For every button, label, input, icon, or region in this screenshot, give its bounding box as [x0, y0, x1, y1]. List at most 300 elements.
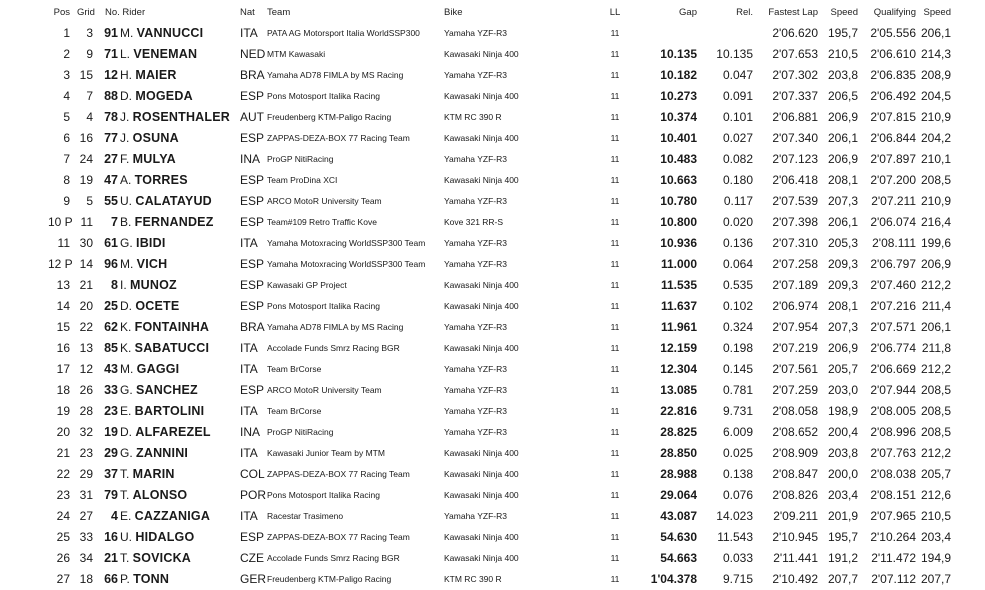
cell-no: 21	[104, 551, 118, 565]
cell-ll: 11	[610, 259, 620, 269]
cell-gap: 54.663	[660, 551, 697, 565]
cell-pos: 15	[56, 320, 70, 334]
cell-bike: Kove 321 RR-S	[444, 217, 504, 227]
cell-fl: 2'07.259	[772, 383, 818, 397]
header-fastest-lap: Fastest Lap	[768, 7, 818, 18]
rider-surname: SANCHEZ	[136, 383, 198, 397]
rider-initial: L.	[120, 47, 134, 61]
cell-fl: 2'07.954	[772, 320, 818, 334]
cell-team: Pons Motosport Italika Racing	[267, 301, 380, 311]
rider-initial: D.	[120, 299, 136, 313]
cell-team: Freudenberg KTM-Paligo Racing	[267, 574, 392, 584]
cell-nat: ITA	[240, 404, 258, 418]
cell-no: 25	[104, 299, 118, 313]
cell-rider	[120, 86, 238, 107]
cell-no: 55	[104, 194, 118, 208]
rider-initial: T.	[120, 467, 133, 481]
cell-bike: Kawasaki Ninja 400	[444, 448, 519, 458]
rider-surname: MARIN	[132, 467, 175, 481]
cell-team: Team BrCorse	[267, 364, 322, 374]
cell-q: 2'06.844	[870, 131, 916, 145]
cell-gap: 12.304	[660, 362, 697, 376]
cell-sp: 205,7	[827, 362, 858, 376]
cell-bike: Kawasaki Ninja 400	[444, 343, 519, 353]
cell-rider	[120, 107, 238, 128]
cell-ll: 11	[610, 553, 620, 563]
table-row	[0, 275, 985, 296]
cell-grid: 24	[79, 152, 93, 166]
cell-pos: 23	[56, 488, 70, 502]
rider-surname: TONN	[133, 572, 170, 586]
cell-rel: 0.101	[722, 110, 753, 124]
table-row	[0, 254, 985, 275]
table-row	[0, 191, 985, 212]
cell-rel: 9.731	[722, 404, 753, 418]
header-ll: LL	[609, 7, 621, 18]
cell-sp: 203,8	[827, 68, 858, 82]
cell-ll: 11	[610, 301, 620, 311]
cell-rel: 0.145	[722, 362, 753, 376]
cell-pos: 19	[56, 404, 70, 418]
cell-pos: 8	[63, 173, 70, 187]
cell-rider	[120, 65, 238, 86]
cell-gap: 13.085	[660, 383, 697, 397]
cell-team: Accolade Funds Smrz Racing BGR	[267, 553, 400, 563]
header-team: Team	[267, 7, 291, 18]
cell-ll: 11	[610, 49, 620, 59]
cell-nat: NED	[240, 47, 266, 61]
cell-grid: 18	[79, 572, 93, 586]
cell-q: 2'07.897	[870, 152, 916, 166]
cell-nat: POR	[240, 488, 267, 502]
cell-sp: 208,1	[827, 173, 858, 187]
cell-bike: Yamaha YZF-R3	[444, 259, 507, 269]
table-row	[0, 170, 985, 191]
cell-qs: 206,1	[920, 320, 951, 334]
cell-qs: 206,1	[920, 26, 951, 40]
cell-qs: 194,9	[920, 551, 951, 565]
cell-sp: 200,0	[827, 467, 858, 481]
cell-rider	[120, 527, 238, 548]
cell-bike: Kawasaki Ninja 400	[444, 91, 519, 101]
cell-bike: Yamaha YZF-R3	[444, 511, 507, 521]
cell-pos: 11	[57, 236, 70, 250]
cell-sp: 203,0	[827, 383, 858, 397]
cell-grid: 12	[79, 362, 93, 376]
cell-fl: 2'06.418	[772, 173, 818, 187]
cell-gap: 10.182	[660, 68, 697, 82]
cell-ll: 11	[610, 343, 620, 353]
rider-initial: D.	[120, 89, 136, 103]
rider-initial: J.	[120, 131, 133, 145]
cell-q: 2'08.038	[870, 467, 916, 481]
cell-qs: 211,8	[921, 341, 951, 355]
cell-bike: Kawasaki Ninja 400	[444, 301, 519, 311]
cell-no: 61	[104, 236, 118, 250]
cell-gap: 54.630	[660, 530, 697, 544]
cell-ll: 11	[610, 511, 620, 521]
table-row	[0, 548, 985, 569]
cell-pos: 14	[56, 299, 70, 313]
cell-fl: 2'09.211	[773, 509, 818, 523]
cell-sp: 203,4	[827, 488, 858, 502]
rider-initial: T.	[120, 488, 133, 502]
cell-gap: 43.087	[660, 509, 697, 523]
cell-rider	[120, 254, 238, 275]
rider-surname: CALATAYUD	[135, 194, 212, 208]
cell-rel: 0.324	[722, 320, 753, 334]
cell-fl: 2'07.123	[772, 152, 818, 166]
cell-rider	[120, 401, 238, 422]
cell-qs: 210,5	[920, 509, 951, 523]
rider-initial: E.	[120, 509, 135, 523]
cell-grid: 29	[79, 467, 93, 481]
cell-pos: 27	[56, 572, 70, 586]
cell-rel: 0.025	[722, 446, 753, 460]
cell-sp: 207,7	[827, 572, 858, 586]
cell-q: 2'06.835	[870, 68, 916, 82]
rider-surname: VICH	[136, 257, 168, 271]
cell-rel: 9.715	[722, 572, 753, 586]
rider-initial: G.	[120, 446, 137, 460]
cell-grid: 20	[79, 299, 93, 313]
cell-team: ProGP NitiRacing	[267, 427, 334, 437]
cell-grid: 14	[79, 257, 93, 271]
cell-grid: 11	[80, 215, 93, 229]
cell-q: 2'07.571	[870, 320, 916, 334]
cell-rel: 6.009	[722, 425, 753, 439]
cell-rel: 0.117	[723, 194, 753, 208]
cell-rider	[120, 380, 238, 401]
cell-team: Freudenberg KTM-Paligo Racing	[267, 112, 392, 122]
cell-fl: 2'07.189	[772, 278, 818, 292]
cell-gap: 11.961	[660, 320, 697, 334]
cell-fl: 2'08.909	[772, 446, 818, 460]
rider-surname: SABATUCCI	[134, 341, 210, 355]
cell-nat: AUT	[240, 110, 264, 124]
cell-rel: 0.033	[722, 551, 753, 565]
cell-sp: 206,9	[827, 110, 858, 124]
cell-sp: 207,3	[827, 320, 858, 334]
cell-gap: 10.663	[660, 173, 697, 187]
cell-nat: ESP	[240, 278, 265, 292]
cell-rider	[120, 170, 238, 191]
cell-rider	[120, 359, 238, 380]
cell-grid: 4	[86, 110, 93, 124]
cell-q: 2'07.112	[871, 572, 916, 586]
cell-fl: 2'07.653	[772, 47, 818, 61]
cell-no: 19	[104, 425, 118, 439]
cell-grid: 13	[79, 341, 93, 355]
cell-nat: INA	[240, 152, 261, 166]
cell-fl: 2'10.492	[772, 572, 818, 586]
cell-gap: 10.135	[660, 47, 697, 61]
cell-bike: Yamaha YZF-R3	[444, 196, 507, 206]
cell-rider	[120, 128, 238, 149]
cell-rel: 0.082	[722, 152, 753, 166]
cell-nat: ESP	[240, 299, 265, 313]
rider-initial: H.	[120, 68, 136, 82]
cell-sp: 206,9	[827, 341, 858, 355]
cell-bike: Yamaha YZF-R3	[444, 427, 507, 437]
cell-gap: 1'04.378	[650, 572, 697, 586]
cell-ll: 11	[610, 385, 620, 395]
cell-no: 12	[104, 68, 118, 82]
rider-surname: SOVICKA	[132, 551, 192, 565]
cell-rel: 0.027	[722, 131, 753, 145]
header-bike: Bike	[444, 7, 463, 18]
cell-nat: ESP	[240, 530, 265, 544]
cell-qs: 210,9	[920, 194, 951, 208]
cell-bike: Yamaha YZF-R3	[444, 70, 507, 80]
cell-pos: 4	[63, 89, 70, 103]
cell-nat: ESP	[240, 89, 265, 103]
cell-ll: 11	[610, 406, 620, 416]
cell-sp: 210,5	[827, 47, 858, 61]
cell-gap: 28.988	[660, 467, 697, 481]
cell-fl: 2'07.302	[772, 68, 818, 82]
cell-fl: 2'07.398	[772, 215, 818, 229]
rider-surname: MUNOZ	[130, 278, 177, 292]
cell-rider	[120, 44, 238, 65]
header-pos: Pos	[53, 7, 70, 18]
cell-q: 2'06.774	[870, 341, 916, 355]
cell-nat: ESP	[240, 383, 265, 397]
table-row	[0, 107, 985, 128]
cell-sp: 195,7	[827, 26, 858, 40]
cell-sp: 191,2	[827, 551, 858, 565]
cell-team: Yamaha AD78 FIMLA by MS Racing	[267, 70, 404, 80]
cell-q: 2'05.556	[870, 26, 916, 40]
cell-grid: 31	[79, 488, 93, 502]
cell-rel: 11.543	[717, 530, 753, 544]
cell-pos: 2	[63, 47, 70, 61]
rider-initial: F.	[120, 152, 133, 166]
cell-grid: 5	[86, 194, 93, 208]
cell-q: 2'08.005	[870, 404, 916, 418]
cell-fl: 2'07.561	[772, 362, 818, 376]
cell-gap: 10.800	[660, 215, 697, 229]
cell-rel: 0.076	[722, 488, 753, 502]
cell-grid: 26	[79, 383, 93, 397]
cell-rel: 14.023	[716, 509, 753, 523]
table-row	[0, 44, 985, 65]
cell-no: 16	[104, 530, 118, 544]
cell-grid: 28	[79, 404, 93, 418]
cell-qs: 206,9	[920, 257, 951, 271]
cell-rider	[120, 233, 238, 254]
cell-gap: 29.064	[660, 488, 697, 502]
cell-pos: 3	[63, 68, 70, 82]
rider-initial: T.	[120, 551, 133, 565]
cell-bike: Kawasaki Ninja 400	[444, 490, 519, 500]
cell-team: Kawasaki GP Project	[267, 280, 347, 290]
cell-grid: 3	[86, 26, 93, 40]
cell-ll: 11	[610, 490, 620, 500]
cell-ll: 11	[610, 133, 620, 143]
rider-surname: OCETE	[135, 299, 180, 313]
cell-bike: Kawasaki Ninja 400	[444, 175, 519, 185]
cell-fl: 2'10.945	[772, 530, 818, 544]
cell-rider	[120, 317, 238, 338]
cell-sp: 209,3	[827, 257, 858, 271]
cell-q: 2'06.610	[870, 47, 916, 61]
cell-team: MTM Kawasaki	[267, 49, 326, 59]
cell-nat: ESP	[240, 215, 265, 229]
rider-surname: FONTAINHA	[134, 320, 210, 334]
cell-team: Team BrCorse	[267, 406, 322, 416]
cell-nat: INA	[240, 425, 261, 439]
rider-surname: ALONSO	[132, 488, 188, 502]
cell-no: 27	[104, 152, 118, 166]
table-row	[0, 422, 985, 443]
cell-bike: Yamaha YZF-R3	[444, 406, 507, 416]
cell-no: 43	[104, 362, 118, 376]
cell-ll: 11	[610, 280, 620, 290]
table-row	[0, 317, 985, 338]
cell-gap: 10.483	[660, 152, 697, 166]
cell-sp: 207,3	[827, 194, 858, 208]
cell-no: 91	[104, 26, 118, 40]
table-row	[0, 23, 985, 44]
cell-rel: 0.020	[722, 215, 753, 229]
cell-team: ProGP NitiRacing	[267, 154, 334, 164]
cell-bike: Kawasaki Ninja 400	[444, 469, 519, 479]
rider-initial: K.	[120, 341, 135, 355]
cell-nat: BRA	[240, 68, 265, 82]
cell-fl: 2'07.340	[772, 131, 818, 145]
cell-bike: Yamaha YZF-R3	[444, 238, 507, 248]
rider-surname: CAZZANIGA	[134, 509, 211, 523]
rider-surname: BARTOLINI	[134, 404, 205, 418]
rider-initial: M.	[120, 26, 137, 40]
cell-bike: Yamaha YZF-R3	[444, 322, 507, 332]
cell-qs: 207,7	[920, 572, 951, 586]
cell-nat: ESP	[240, 194, 265, 208]
cell-grid: 32	[79, 425, 93, 439]
rider-surname: ALFAREZEL	[135, 425, 211, 439]
cell-q: 2'08.996	[870, 425, 916, 439]
rider-surname: HIDALGO	[135, 530, 195, 544]
cell-sp: 206,1	[827, 131, 858, 145]
cell-pos: 18	[56, 383, 70, 397]
cell-fl: 2'11.441	[773, 551, 818, 565]
cell-rel: 0.102	[722, 299, 753, 313]
table-row	[0, 149, 985, 170]
rider-initial: U.	[120, 194, 136, 208]
cell-nat: ITA	[240, 362, 258, 376]
cell-rel: 0.091	[722, 89, 753, 103]
table-row	[0, 128, 985, 149]
cell-team: ZAPPAS-DEZA-BOX 77 Racing Team	[267, 469, 410, 479]
cell-grid: 19	[79, 173, 93, 187]
cell-bike: KTM RC 390 R	[444, 112, 502, 122]
cell-qs: 210,1	[920, 152, 951, 166]
cell-no: 33	[104, 383, 118, 397]
cell-qs: 204,5	[920, 89, 951, 103]
cell-pos: 26	[56, 551, 70, 565]
table-row	[0, 338, 985, 359]
cell-q: 2'07.211	[871, 194, 916, 208]
cell-rel: 0.064	[722, 257, 753, 271]
cell-no: 4	[111, 509, 118, 523]
cell-nat: ITA	[240, 341, 258, 355]
cell-qs: 214,3	[920, 47, 951, 61]
rider-surname: TORRES	[134, 173, 188, 187]
cell-qs: 212,2	[920, 278, 951, 292]
cell-rel: 0.136	[722, 236, 753, 250]
cell-gap: 11.000	[660, 257, 697, 271]
cell-team: ARCO MotoR University Team	[267, 196, 382, 206]
cell-nat: ESP	[240, 131, 265, 145]
cell-bike: Kawasaki Ninja 400	[444, 49, 519, 59]
cell-q: 2'07.460	[870, 278, 916, 292]
cell-team: Racestar Trasimeno	[267, 511, 344, 521]
cell-q: 2'08.111	[872, 236, 916, 250]
cell-nat: ITA	[240, 26, 258, 40]
cell-fl: 2'07.337	[772, 89, 818, 103]
rider-initial: M.	[120, 257, 137, 271]
table-row	[0, 296, 985, 317]
cell-no: 23	[104, 404, 118, 418]
cell-sp: 200,4	[827, 425, 858, 439]
cell-team: Yamaha Motoxracing WorldSSP300 Team	[267, 238, 426, 248]
cell-rel: 0.180	[722, 173, 753, 187]
cell-rider	[120, 275, 238, 296]
cell-fl: 2'07.539	[772, 194, 818, 208]
rider-initial: A.	[120, 173, 135, 187]
cell-rel: 0.198	[722, 341, 753, 355]
cell-team: Accolade Funds Smrz Racing BGR	[267, 343, 400, 353]
cell-gap: 10.273	[660, 89, 697, 103]
cell-pos: 1	[63, 26, 70, 40]
rider-surname: OSUNA	[132, 131, 179, 145]
cell-no: 85	[104, 341, 118, 355]
cell-ll: 11	[610, 154, 620, 164]
rider-initial: G.	[120, 383, 137, 397]
cell-rel: 0.535	[722, 278, 753, 292]
cell-q: 2'11.472	[871, 551, 916, 565]
cell-fl: 2'06.881	[772, 110, 818, 124]
cell-fl: 2'07.310	[772, 236, 818, 250]
cell-rel: 10.135	[716, 47, 753, 61]
cell-pos: 5	[63, 110, 70, 124]
cell-q: 2'06.797	[870, 257, 916, 271]
rider-initial: K.	[120, 320, 135, 334]
cell-team: Kawasaki Junior Team by MTM	[267, 448, 385, 458]
cell-qs: 212,6	[920, 488, 951, 502]
cell-rider	[120, 191, 238, 212]
cell-q: 2'07.216	[870, 299, 916, 313]
cell-pos: 12 P	[48, 257, 73, 271]
table-row	[0, 380, 985, 401]
cell-sp: 206,1	[827, 215, 858, 229]
cell-sp: 208,1	[827, 299, 858, 313]
header-grid: Grid	[77, 7, 95, 18]
header-qualifying: Qualifying	[873, 7, 916, 18]
cell-nat: BRA	[240, 320, 265, 334]
rider-initial: E.	[120, 404, 135, 418]
cell-no: 78	[104, 110, 118, 124]
cell-gap: 10.374	[660, 110, 697, 124]
cell-sp: 203,8	[827, 446, 858, 460]
cell-qs: 199,6	[920, 236, 951, 250]
cell-ll: 11	[610, 448, 620, 458]
cell-q: 2'10.264	[870, 530, 916, 544]
cell-pos: 24	[56, 509, 70, 523]
cell-qs: 210,9	[920, 110, 951, 124]
cell-rider	[120, 296, 238, 317]
